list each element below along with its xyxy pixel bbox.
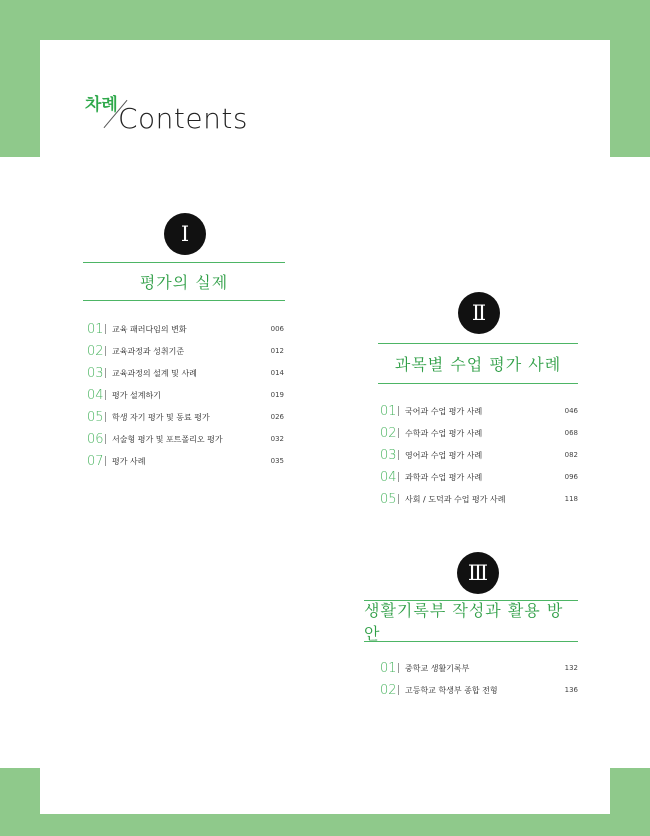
entry-number: 04 [87, 387, 104, 403]
entry-label: 교육과정의 설계 및 사례 [112, 368, 197, 378]
section-2-heading: 과목별 수업 평가 사례 [378, 343, 578, 384]
entry-number: 01 [87, 321, 104, 337]
toc-entry[interactable] [87, 406, 284, 428]
entry-divider [105, 456, 106, 466]
entry-number: 02 [87, 343, 104, 359]
toc-entry[interactable] [380, 657, 578, 679]
entry-number: 05 [380, 491, 397, 507]
entry-label: 서술형 평가 및 포트폴리오 평가 [112, 434, 223, 444]
entry-number: 05 [87, 409, 104, 425]
toc-entry[interactable] [87, 318, 284, 340]
section-1-numeral-badge: Ⅰ [164, 213, 206, 255]
entry-page: 014 [270, 369, 284, 377]
toc-entry[interactable] [380, 488, 578, 510]
entry-divider [105, 324, 106, 334]
section-3-numeral-badge: Ⅲ [457, 552, 499, 594]
entry-divider [398, 472, 399, 482]
entry-label: 평가 사례 [112, 456, 146, 466]
frame-bottom-left [0, 768, 40, 836]
entry-label: 중학교 생활기록부 [405, 663, 470, 673]
section-3-heading: 생활기록부 작성과 활용 방안 [364, 600, 578, 642]
entry-label: 고등학교 학생부 종합 전형 [405, 685, 498, 695]
entry-number: 02 [380, 425, 397, 441]
toc-entry[interactable] [87, 340, 284, 362]
entry-divider [105, 412, 106, 422]
frame-top-left [0, 0, 40, 157]
section-2-items [380, 400, 578, 510]
entry-page: 006 [270, 325, 284, 333]
entry-page: 118 [564, 495, 578, 503]
frame-bottom-band [0, 814, 650, 836]
section-1-heading: 평가의 실제 [83, 262, 285, 301]
toc-entry[interactable] [380, 679, 578, 701]
entry-label: 국어과 수업 평가 사례 [405, 406, 483, 416]
toc-entry[interactable] [87, 428, 284, 450]
section-2-numeral-badge: Ⅱ [458, 292, 500, 334]
entry-divider [105, 368, 106, 378]
toc-entry[interactable] [87, 362, 284, 384]
toc-title-english: Contents [118, 102, 248, 135]
entry-number: 06 [87, 431, 104, 447]
toc-title-korean: 차례 [85, 95, 118, 115]
entry-divider [398, 494, 399, 504]
entry-number: 03 [87, 365, 104, 381]
toc-entry[interactable] [380, 466, 578, 488]
entry-divider [105, 346, 106, 356]
entry-page: 096 [564, 473, 578, 481]
entry-divider [398, 406, 399, 416]
entry-divider [105, 390, 106, 400]
entry-page: 012 [270, 347, 284, 355]
entry-number: 07 [87, 453, 104, 469]
entry-divider [398, 428, 399, 438]
entry-label: 교육과정과 성취기준 [112, 346, 185, 356]
entry-page: 136 [564, 686, 578, 694]
frame-top-band [0, 0, 650, 40]
frame-bottom-right [610, 768, 650, 836]
entry-label: 영어과 수업 평가 사례 [405, 450, 483, 460]
entry-label: 교육 패러다임의 변화 [112, 324, 187, 334]
entry-page: 082 [564, 451, 578, 459]
entry-number: 02 [380, 682, 397, 698]
entry-divider [105, 434, 106, 444]
entry-divider [398, 685, 399, 695]
entry-page: 026 [270, 413, 284, 421]
entry-label: 수학과 수업 평가 사례 [405, 428, 483, 438]
toc-entry[interactable] [87, 384, 284, 406]
entry-page: 132 [564, 664, 578, 672]
entry-page: 035 [270, 457, 284, 465]
entry-number: 03 [380, 447, 397, 463]
entry-page: 019 [270, 391, 284, 399]
toc-entry[interactable] [87, 450, 284, 472]
section-1-items [87, 318, 284, 472]
entry-label: 학생 자기 평가 및 동료 평가 [112, 412, 210, 422]
entry-divider [398, 663, 399, 673]
entry-number: 04 [380, 469, 397, 485]
entry-label: 사회 / 도덕과 수업 평가 사례 [405, 494, 506, 504]
entry-divider [398, 450, 399, 460]
toc-entry[interactable] [380, 400, 578, 422]
toc-entry[interactable] [380, 444, 578, 466]
entry-number: 01 [380, 660, 397, 676]
entry-page: 032 [270, 435, 284, 443]
entry-number: 01 [380, 403, 397, 419]
entry-page: 068 [564, 429, 578, 437]
entry-label: 평가 설계하기 [112, 390, 161, 400]
section-3-items [380, 657, 578, 701]
entry-label: 과학과 수업 평가 사례 [405, 472, 483, 482]
toc-entry[interactable] [380, 422, 578, 444]
frame-top-right [610, 0, 650, 157]
entry-page: 046 [564, 407, 578, 415]
